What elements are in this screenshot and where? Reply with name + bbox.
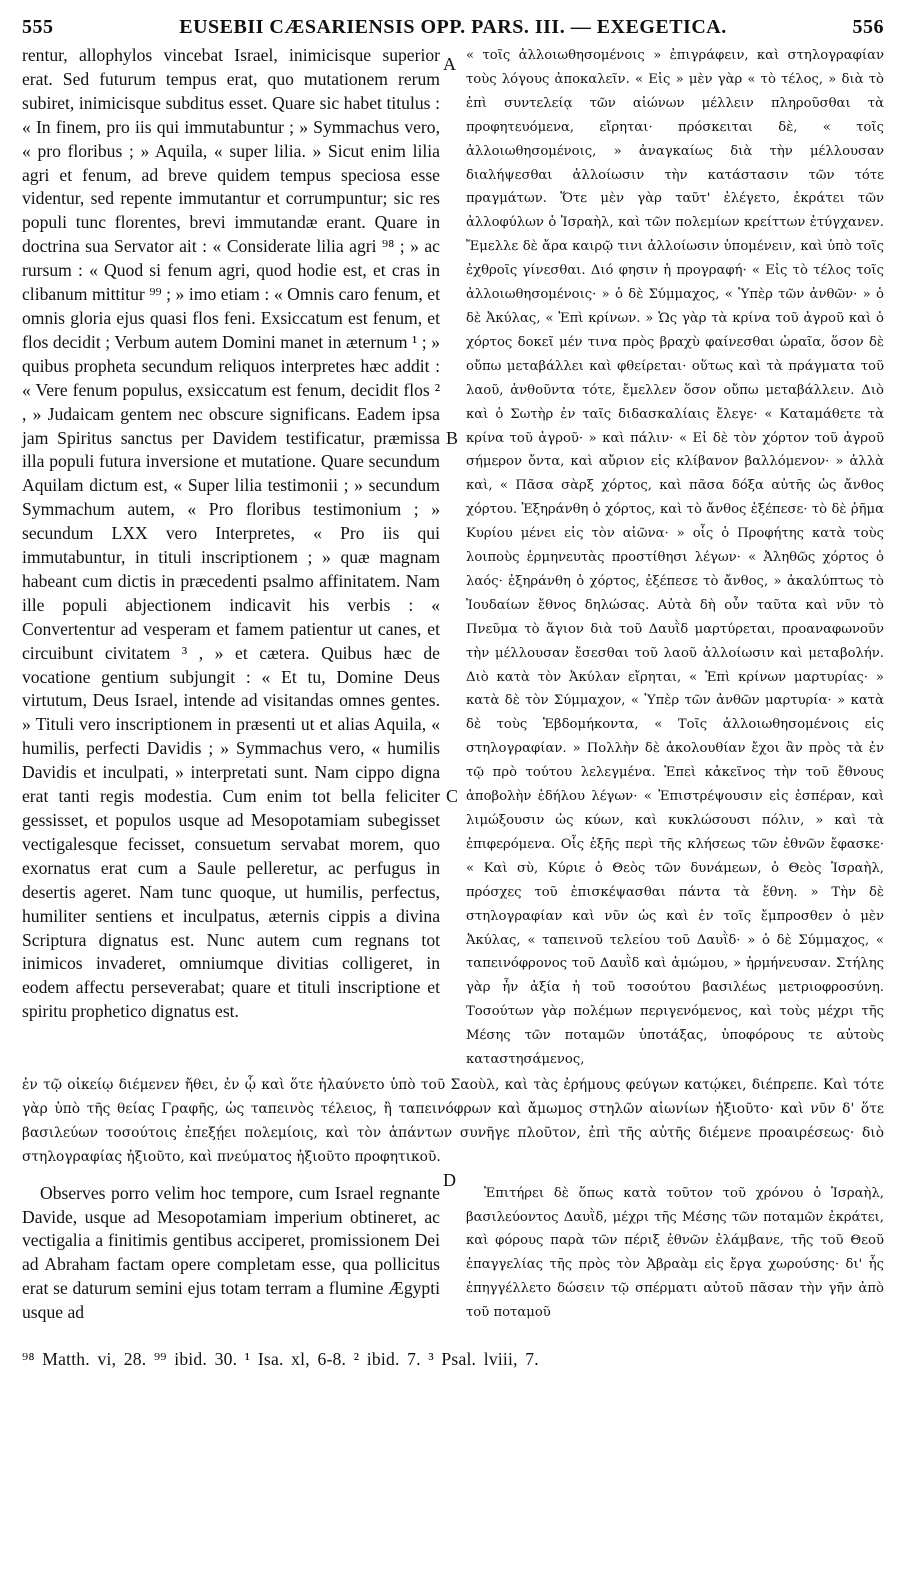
latin-column [22, 44, 440, 1072]
greek-lower-column [466, 1182, 884, 1325]
page-number-right: 556 [852, 16, 884, 38]
greek-continuation: ἐν τῷ οἰκείῳ διέμενεν ἤθει, ἐν ᾧ καὶ ὅτε ἠλαύνετο ὑπὸ τοῦ Σαοὺλ, καὶ τὰς ἐρήμους φεύγων κατῴκει, διέπρεπε. Καὶ τότε γὰρ ὑπὸ τῆς θείας Γραφῆς, ὡς ταπεινὸς τέλειος, ἢ ταπεινόφρων καὶ ἄμωμος στηλῶν αἰωνίων ἠξιοῦτο· καὶ νῦν δ' ὅτε βασιλεύων τοσούτοις ἐπεξῄει πολεμίοις, καὶ τὸν ἁπάντων συνῆγε πλοῦτον, ἐπὶ τῆς αὐτῆς διέμενε προαιρέσεως· διὸ στηλογραφίας ἠξιοῦτο, καὶ πνεύματος ἠξιοῦτο προφητικοῦ. [22, 1076, 884, 1165]
greek-lower-text: Ἐπιτήρει δὲ ὅπως κατὰ τοῦτον τοῦ χρόνου ὁ Ἰσραὴλ, βασιλεύοντος Δαυῒδ, μέχρι τῆς Μέσης τῶν ποταμῶν ἐκράτει, καὶ φόρους παρὰ τῶν πέριξ ἐθνῶν ἐλάμβανε, τῆς τοῦ Θεοῦ ἐπαγγελίας τῆς πρὸς τὸν Ἀβραὰμ εἰς ἔργα χωρούσης· δι' ἧς ἐπηγγέλλετο δώσειν τῷ σπέρματι αὐτοῦ πᾶσαν τὴν γῆν ἀπὸ τοῦ ποταμοῦ [466, 1185, 884, 1321]
two-column-body [22, 44, 884, 1072]
greek-full-width [22, 1074, 884, 1170]
page-number-left: 555 [22, 16, 54, 38]
margin-marker-a: A [443, 54, 456, 74]
greek-column [466, 44, 884, 1072]
margin-marker-c: C [446, 786, 459, 806]
lower-columns [22, 1182, 884, 1325]
running-title: EUSEBII CÆSARIENSIS OPP. PARS. III. — EXEGETICA. [179, 16, 727, 38]
margin-marker-b: B [446, 428, 459, 448]
greek-text: « τοῖς ἀλλοιωθησομένοις » ἐπιγράφειν, καὶ στηλογραφίαν τοὺς λόγους ἀποκαλεῖν. « Εἰς » μὲν γὰρ « τὸ τέλος, » διὰ τὸ ἐπὶ συντελείᾳ τῶν αἰώνων μέλλειν πληροῦσθαι τὰ προφητευόμενα, εἴρηται· πρόσκειται δὲ, « τοῖς ἀλλοιωθησομένοις, » ἀναγκαίως διὰ τὴν μέλλουσαν διαλήψεσθαι ἀλλοίωσιν τὴν κατάστασιν τῶν τότε πραγμάτων. Ὅτε μὲν γὰρ ταῦτ' ἐλέγετο, ἐκράτει τῶν ἀλλοφύλων ὁ Ἰσραὴλ, καὶ τῶν πολεμίων κρείττων ἐτύγχανεν. Ἔμελλε δὲ ἄρα καιρῷ τινι ἀλλοίωσιν ὑπομένειν, καὶ ὑπὸ τοῖς ἐχθροῖς γίνεσθαι. Διό φησιν ἡ προγραφή· « Εἰς τὸ τέλος τοῖς ἀλλοιωθησομένοις· » ὁ δὲ Σύμμαχος, « Ὑπὲρ τῶν ἀνθῶν· » ὁ δὲ Ἀκύλας, « Ἐπὶ κρίνων. » Ὡς γὰρ τὰ κρίνα τοῦ ἀγροῦ καὶ ὁ χόρτος δοκεῖ μέν τινα πρὸς βραχὺ φαίνεσθαι ὡραῖα, ὅσον δὲ οὔπω μεταβάλλει καὶ φθείρεται· οὕτως καὶ τὰ πράγματα τοῦ λαοῦ, ἀνθοῦντα τότε, ἔμελλεν ὅσον οὔπω μεταβάλλειν. Διὸ καὶ ὁ Σωτὴρ ἐν ταῖς διδασκαλίαις ἔλεγε· « Καταμάθετε τὰ κρίνα τοῦ ἀγροῦ· » καὶ πάλιν· « Εἰ δὲ τὸν χόρτον τοῦ ἀγροῦ σήμερον ὄντα, καὶ αὔριον εἰς κλίβανον βαλλόμενον· » ἀλλὰ καὶ, « Πᾶσα σὰρξ χόρτος, καὶ πᾶσα δόξα αὐτῆς ὡς ἄνθος χόρτου. Ἐξηράνθη ὁ χόρτος, καὶ τὸ ἄνθος ἐξέπεσε· τὸ δὲ ῥῆμα Κυρίου μένει εἰς τὸν αἰῶνα· » οἷς ὁ Προφήτης κατὰ τοὺς λοιποὺς ἑρμηνευτὰς προστίθησι λέγων· « Ἀληθῶς χόρτος ὁ λαός· ἐξηράνθη ὁ χόρτος, ἐξέπεσε τὸ ἄνθος, » ἀκαλύπτως τὸ Ἰουδαίων ἔθνος δηλώσας. Αὐτὰ δὴ οὖν ταῦτα καὶ νῦν τὸ Πνεῦμα τὸ ἅγιον διὰ τοῦ Δαυῒδ μαρτύρεται, προαναφωνοῦν τὴν μέλλουσαν ἔσεσθαι τοῦ λαοῦ ἀλλοίωσιν καὶ μεταβολήν. Διὸ κατὰ τὸν Ἀκύλαν εἴρηται, « Ἐπὶ κρίνων μαρτυρίας· » κατὰ δὲ τὸν Σύμμαχον, « Ὑπὲρ τῶν ἀνθῶν μαρτυρία· » κατὰ δὲ τοὺς Ἑβδομήκοντα, « Τοῖς ἀλλοιωθησομένοις εἰς στηλογραφίαν. » Πολλὴν δὲ ἀκολουθίαν ἔχοι ἂν πρὸς τὰ ἐν τῷ πρὸ τούτου λελεγμένα. Ἐπεὶ κἀκεῖνος τὴν τοῦ ἔθνους ἀποβολὴν ἐδήλου λέγων· « Ἐπιστρέψουσιν εἰς ἑσπέραν, καὶ λιμώξουσιν ὡς κύων, καὶ κυκλώσουσι πόλιν, » καὶ τὰ ἐπιφερόμενα. Οἷς ἑξῆς περὶ τῆς κλήσεως τῶν ἐθνῶν ἔφασκε· « Καὶ σὺ, Κύριε ὁ Θεὸς τῶν δυνάμεων, ὁ Θεὸς Ἰσραὴλ, πρόσχες τοῦ ἐπισκέψασθαι πάντα τὰ ἔθνη. » Τὴν δὲ στηλογραφίαν καὶ νῦν ὡς καὶ ἐν τοῖς ἔμπροσθεν ὁ μὲν Ἀκύλας, « ταπεινοῦ τελείου τοῦ Δαυῒδ· » ὁ δὲ Σύμμαχος, « ταπεινόφρονος τοῦ Δαυῒδ καὶ ἀμώμου, » ἡρμήνευσαν. Στήλης γὰρ ἦν ἀξία ἡ τοῦ τοσούτου βασιλέως μετριοφροσύνη. Τοσούτων γὰρ πολέμων περιγενόμενος, καὶ τοὺς μέχρι τῆς Μέσης τῶν ποταμῶν ὑποτάξας, ὑποφόρους τε αὐτοὺς καταστησάμενος, [466, 48, 884, 1068]
latin-lower-column [22, 1182, 440, 1325]
running-header [22, 10, 884, 44]
latin-lower-text: Observes porro velim hoc tempore, cum Israel regnante Davide, usque ad Mesopotamiam imperium obtineret, ac vectigalia a finitimis gentibus acciperet, promissionem Dei ad Abraham factam opere completam esse, qua pollicitus erat se daturum semini ejus totam terram a flumine Ægypti usque ad [22, 1182, 440, 1323]
footnotes: ⁹⁸ Matth. vi, 28. ⁹⁹ ibid. 30. ¹ Isa. xl, 6-8. ² ibid. 7. ³ Psal. lviii, 7. [22, 1349, 539, 1370]
latin-text: rentur, allophylos vincebat Israel, inimicisque superior erat. Sed futurum tempus erat, quo mutationem rerum subiret, inimicisque subditus esset. Quare sic habet titulus : « In finem, pro iis qui immutabuntur ; » Symmachus vero, « pro floribus ; » Aquila, « super lilia. » Sicut enim lilia agri et fenum, ad breve quidem tempus speciosa esse videntur, sed repente immutantur et corrumpuntur; sic res populi tunc florentes, brevi immutandæ erant. Quare in doctrina sua Servator ait : « Considerate lilia agri ⁹⁸ ; » ac rursum : « Quod si fenum agri, quod hodie est, et cras in clibanum mittitur ⁹⁹ ; » imo etiam : « Omnis caro fenum, et omnis gloria ejus quasi flos feni. Exsiccatum est fenum, et flos decidit ; Verbum autem Domini manet in æternum ¹ ; » quibus propheta secundum reliquos interpretes hæc addit : « Vere fenum populus, exsiccatum est fenum, decidit flos ² , » Judaicam gentem nec obscure significans. Eadem ipsa jam Spiritus sanctus per Davidem testificatur, præmissa illa populi futura inversione et mutatione. Quare secundum Aquilam dictum est, « Super lilia testimonii ; » secundum Symmachum autem, « Pro floribus testimonium ; » secundum LXX vero Interpretes, « Pro iis qui immutabuntur, in tituli inscriptionem ; » quæ magnam habeant cum dictis in præcedenti psalmo affinitatem. Nam ille populi abjectionem indicavit his verbis : « Convertentur ad vesperam et famem patientur ut canes, et circuibunt civitatem ³ , » et cætera. Quibus hæc de vocatione gentium subjungit : « Et tu, Domine Deus virtutum, Deus Israel, intende ad visitandas omnes gentes. » Tituli vero inscriptionem in præsenti ut et alias Aquila, « humilis, perfecti Davidis ; » Symmachus vero, « humilis Davidis et inculpati, » interpretati sunt. Nam cippo digna erat tanti regis modestia. Cum enim tot bella feliciter gessisset, et populos usque ad Mesopotamiam subegisset vectigalesque fecisset, consuetum servabat morem, quo exornatus erat cum a Saule pelleretur, ac perfugus in desertis ageret. Nam tunc quoque, ut humilis, perfectus, humiliter sentiens et inculpatus, æternis cippis a divina Scriptura dignatus est. Nunc autem cum regnans tot inimicos invaderet, omniumque divitias colligeret, in eodem affectu perseverabat; quare et tituli inscriptione et spiritu prophetico dignatus est. [22, 45, 440, 1022]
margin-marker-d: D [443, 1170, 456, 1190]
page [22, 10, 884, 1559]
